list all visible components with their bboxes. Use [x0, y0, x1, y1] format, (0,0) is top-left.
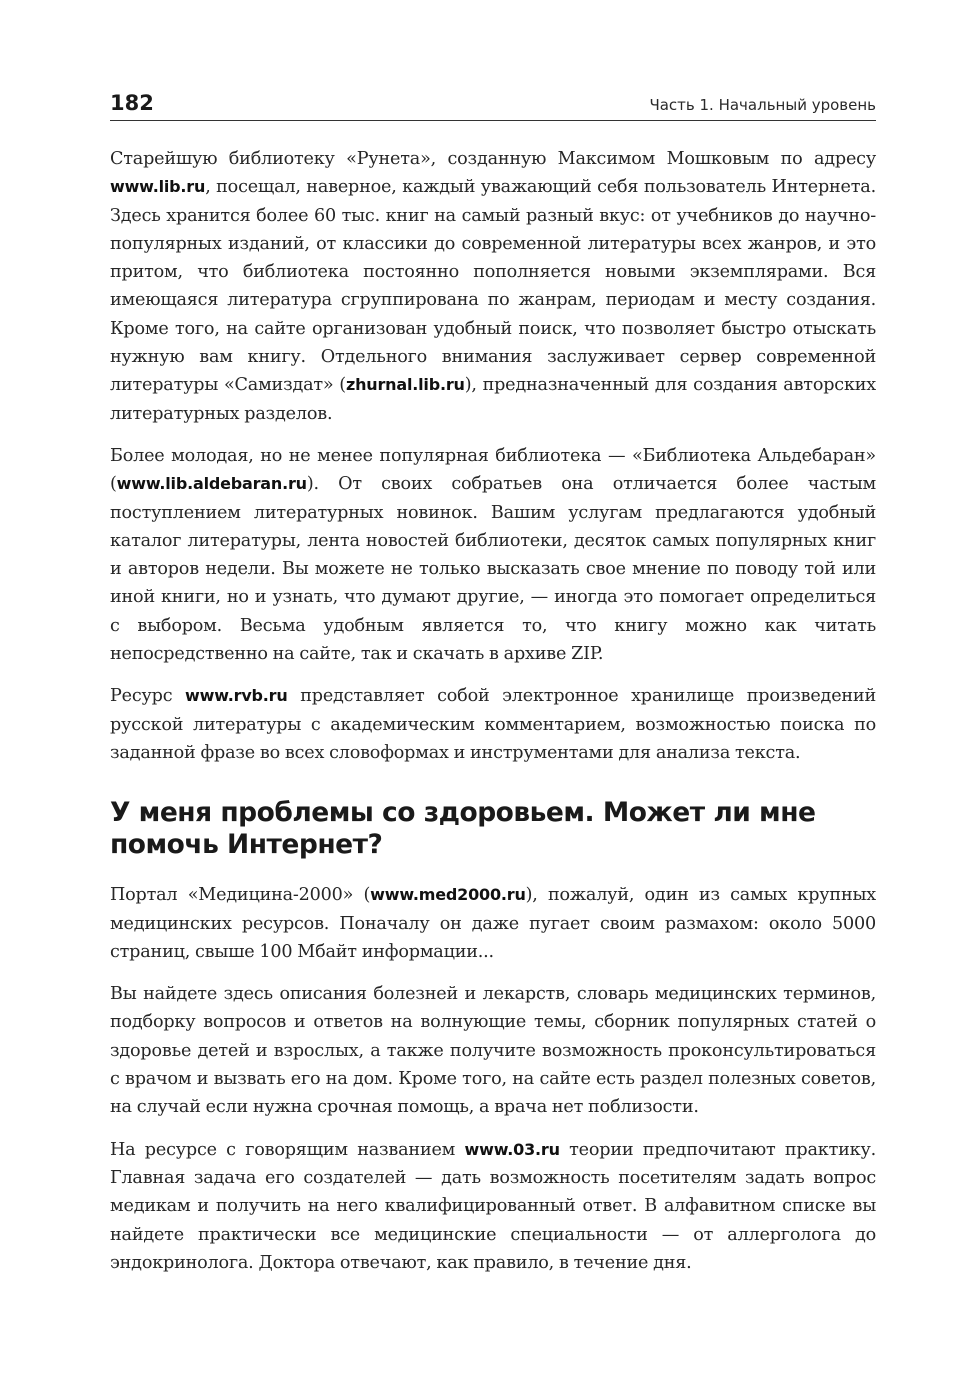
paragraph-text: , посещал, наверное, каждый уважающий себя пользователь Интернета. Здесь хранится более 60 тыс. книг на самый разный вкус: от учебников до научно-популярных изданий, от классики до современной литературы всех жанров, и это притом, что библиотека постоянно пополняется новыми экземплярами. Вся имеющаяся литература сгруппирована по жанрам, периодам и месту создания. Кроме того, на сайте организован удобный поиск, что позволяет быстро отыскать нужную вам книгу. Отдельного внимания заслуживает сервер современной литературы «Самиздат» ( [110, 177, 876, 396]
paragraph-text: теории предпочитают практику. Главная задача его создателей — дать возможность посетителям задать вопрос медикам и получить на него квалифицированный ответ. В алфавитном списке вы найдете практически все медицинские специальности — от аллерголога до эндокринолога. Доктора отвечают, как правило, в течение дня. [110, 1139, 876, 1273]
paragraph-rvb [110, 682, 876, 767]
url-zhurnal-lib-ru: zhurnal.lib.ru [345, 375, 465, 395]
section-heading: У меня проблемы со здоровьем. Может ли мне помочь Интернет? [110, 797, 816, 861]
url-03-ru: www.03.ru [464, 1139, 560, 1159]
paragraph-03-ru [110, 1136, 876, 1277]
paragraph-text: Вы найдете здесь описания болезней и лекарств, словарь медицинских терминов, подборку вопросов и ответов на волнующие темы, сборник популярных статей о здоровье детей и взрослых, а также получите возможность проконсультироваться с врачом и вызвать его на дом. Кроме того, на сайте есть раздел полезных советов, на случай если нужна срочная помощь, а врача нет поблизости. [110, 984, 876, 1118]
paragraph-med2000 [110, 881, 876, 966]
paragraph-text: Портал «Медицина-2000» ( [110, 885, 371, 906]
paragraph-text: На ресурсе с говорящим названием [110, 1139, 465, 1160]
running-head: Часть 1. Начальный уровень [649, 96, 876, 114]
paragraph-text: Ресурс [110, 686, 186, 707]
url-lib-aldebaran-ru: www.lib.aldebaran.ru [116, 474, 307, 494]
paragraph-lib-ru [110, 145, 876, 428]
paragraph-text: ), предназначенный для создания авторских литературных разделов. [110, 375, 876, 424]
page-header [110, 90, 876, 121]
page-content [110, 145, 876, 1291]
paragraph-text: Более молодая, но не менее популярная библиотека — «Библиотека Альдебаран» ( [110, 445, 876, 495]
paragraph-text: ). От своих собратьев она отличается более частым поступлением литературных новинок. Вашим услугам предлагаются удобный каталог литературы, лента новостей библиотеки, десяток самых популярных книг и авторов недели. Вы можете не только высказать свое мнение по поводу той или иной книги, но и узнать, что думают другие, — иногда это помогает определиться с выбором. Весьма удобным является то, что книгу можно как читать непосредственно на сайте, так и скачать в архиве ZIP. [110, 474, 876, 665]
page-number: 182 [110, 91, 154, 115]
url-rvb-ru: www.rvb.ru [185, 686, 288, 706]
paragraph-aldebaran [110, 442, 876, 668]
url-lib-ru: www.lib.ru [110, 177, 206, 197]
paragraph-text: ), пожалуй, один из самых крупных медицинских ресурсов. Поначалу он даже пугает своим размахом: около 5000 страниц, свыше 100 Мбайт информации... [110, 885, 876, 962]
paragraph-text: Старейшую библиотеку «Рунета», созданную Максимом Мошковым по адресу [110, 149, 876, 169]
url-med2000-ru: www.med2000.ru [370, 885, 526, 905]
paragraph-text: представляет собой электронное хранилище произведений русской литературы с академическим комментарием, возможностью поиска по заданной фразе во всех словоформах и инструментами для анализа текста. [110, 686, 876, 763]
paragraph-med2000-details [110, 980, 876, 1121]
